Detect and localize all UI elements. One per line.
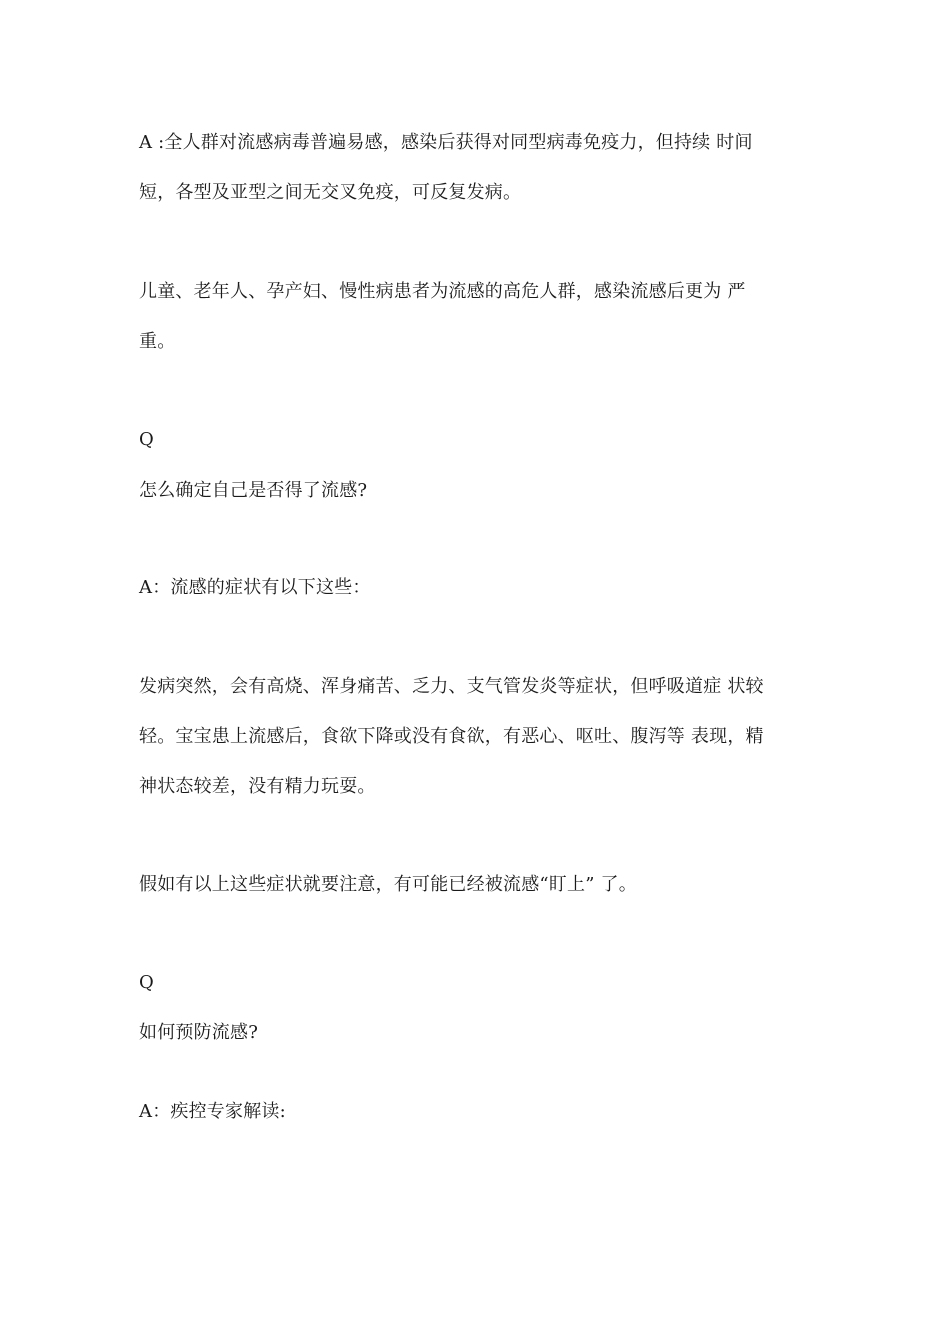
answer-text: A：流感的症状有以下这些： xyxy=(139,577,371,598)
paragraph-line: 神状态较差，没有精力玩耍。 xyxy=(139,776,376,797)
paragraph-text: 假如有以上这些症状就要注意，有可能已经被流感“盯上” 了。 xyxy=(139,874,637,895)
question-text: 怎么确定自己是否得了流感? xyxy=(139,480,368,501)
question-marker: Q xyxy=(139,429,154,450)
question-text: 如何预防流感? xyxy=(139,1022,259,1043)
paragraph-line: 发病突然，会有高烧、浑身痛苦、乏力、支气管发炎等症状，但呼吸道症 状较 xyxy=(139,676,764,697)
answer-text: A：疾控专家解读: xyxy=(139,1101,286,1122)
paragraph-line: 重。 xyxy=(139,331,176,352)
answer-line: A :全人群对流感病毒普遍易感，感染后获得对同型病毒免疫力，但持续 时间 xyxy=(139,132,753,153)
paragraph-line: 轻。宝宝患上流感后，食欲下降或没有食欲，有恶心、呕吐、腹泻等 表现，精 xyxy=(139,726,764,747)
paragraph-line: 儿童、老年人、孕产妇、慢性病患者为流感的高危人群，感染流感后更为 严 xyxy=(139,281,746,302)
answer-line: 短，各型及亚型之间无交叉免疫，可反复发病。 xyxy=(139,182,522,203)
question-marker: Q xyxy=(139,972,154,993)
